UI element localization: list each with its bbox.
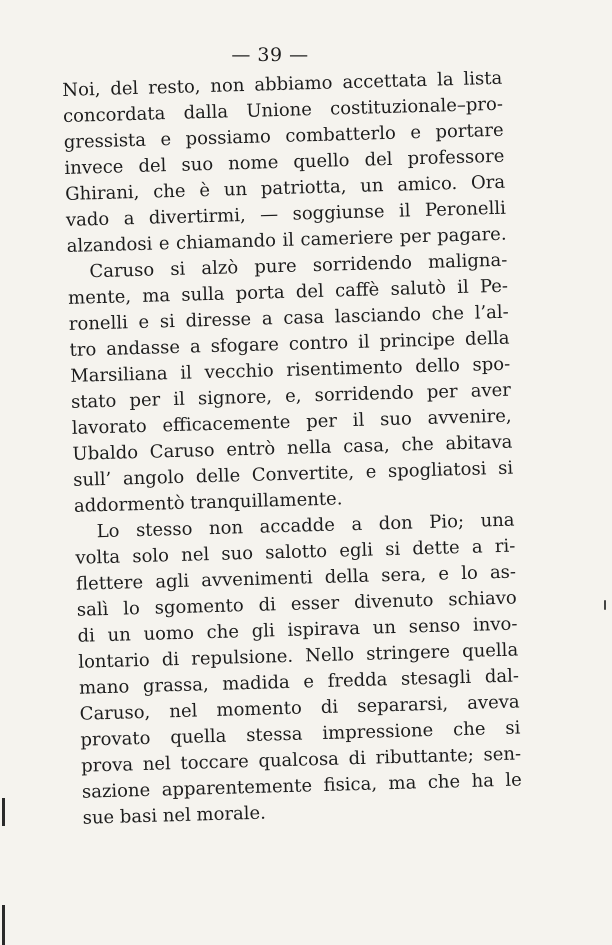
scan-speck [604, 600, 606, 610]
paragraph-2 [67, 248, 514, 520]
body-text [62, 66, 523, 832]
text-line: Noi, del resto, non abbiamo accettata la lista [62, 67, 503, 101]
text-line: Ghirani, che è un patriotta, un amico. Ora [64, 171, 506, 205]
text-line: di un uomo che gli ispirava un senso invo- [77, 613, 518, 647]
text-line: Caruso, nel momento di separarsi, aveva [79, 691, 520, 725]
text-line: provato quella stessa impressione che si [80, 717, 521, 751]
text-line: lontario di repulsione. Nello stringere quella [78, 639, 519, 673]
text-line: tro andasse a sfogare contro il principe della [69, 327, 510, 361]
text-line: sazione apparentemente fisica, ma che ha le [81, 769, 523, 803]
text-line: salì lo sgomento di esser divenuto schiavo [76, 587, 517, 621]
text-line: volta solo nel suo salotto egli si dette a ri- [75, 535, 516, 569]
text-line: vado a divertirmi, — soggiunse il Peronelli [65, 197, 507, 231]
paragraph-1 [62, 66, 507, 260]
text-line: prova nel toccare qualcosa di ributtante; sen- [80, 743, 522, 777]
text-line: invece del suo nome quello del professore [64, 145, 505, 179]
text-line: concordata dalla Unione costituzionale–pro- [62, 93, 504, 127]
text-line: stato per il signore, e, sorridendo per aver [70, 379, 512, 413]
text-line: gressista e possiamo combatterlo e portare [63, 119, 504, 153]
text-line: ronelli e si diresse a casa lasciando che l’al- [68, 301, 510, 335]
text-line: addormentò tranquillamente. [73, 488, 343, 517]
text-line: Ubaldo Caruso entrò nella casa, che abitava [72, 431, 513, 465]
text-line: Marsiliana il vecchio risentimento dello spo- [70, 353, 511, 387]
text-line: flettere agli avvenimenti della sera, e lo as- [75, 561, 517, 595]
text-line: Caruso si alzò pure sorridendo maligna- [89, 249, 508, 283]
text-line: lavorato efficacemente per il suo avvenire, [71, 405, 512, 439]
scan-edge-mark [2, 798, 5, 826]
text-line: mano grassa, madida e fredda stesagli dal- [78, 665, 520, 699]
paragraph-3 [74, 508, 523, 832]
page-number: — 39 — [231, 44, 309, 66]
text-line: alzandosi e chiamando il cameriere per pagare. [66, 223, 507, 257]
scan-edge-mark [2, 905, 5, 945]
text-line: sue basi nel morale. [82, 802, 267, 829]
text-line: Lo stesso non accadde a don Pio; una [96, 509, 515, 543]
text-line: sull’ angolo delle Convertite, e spogliatosi si [72, 457, 514, 491]
text-line: mente, ma sulla porta del caffè salutò il Pe- [67, 275, 509, 309]
